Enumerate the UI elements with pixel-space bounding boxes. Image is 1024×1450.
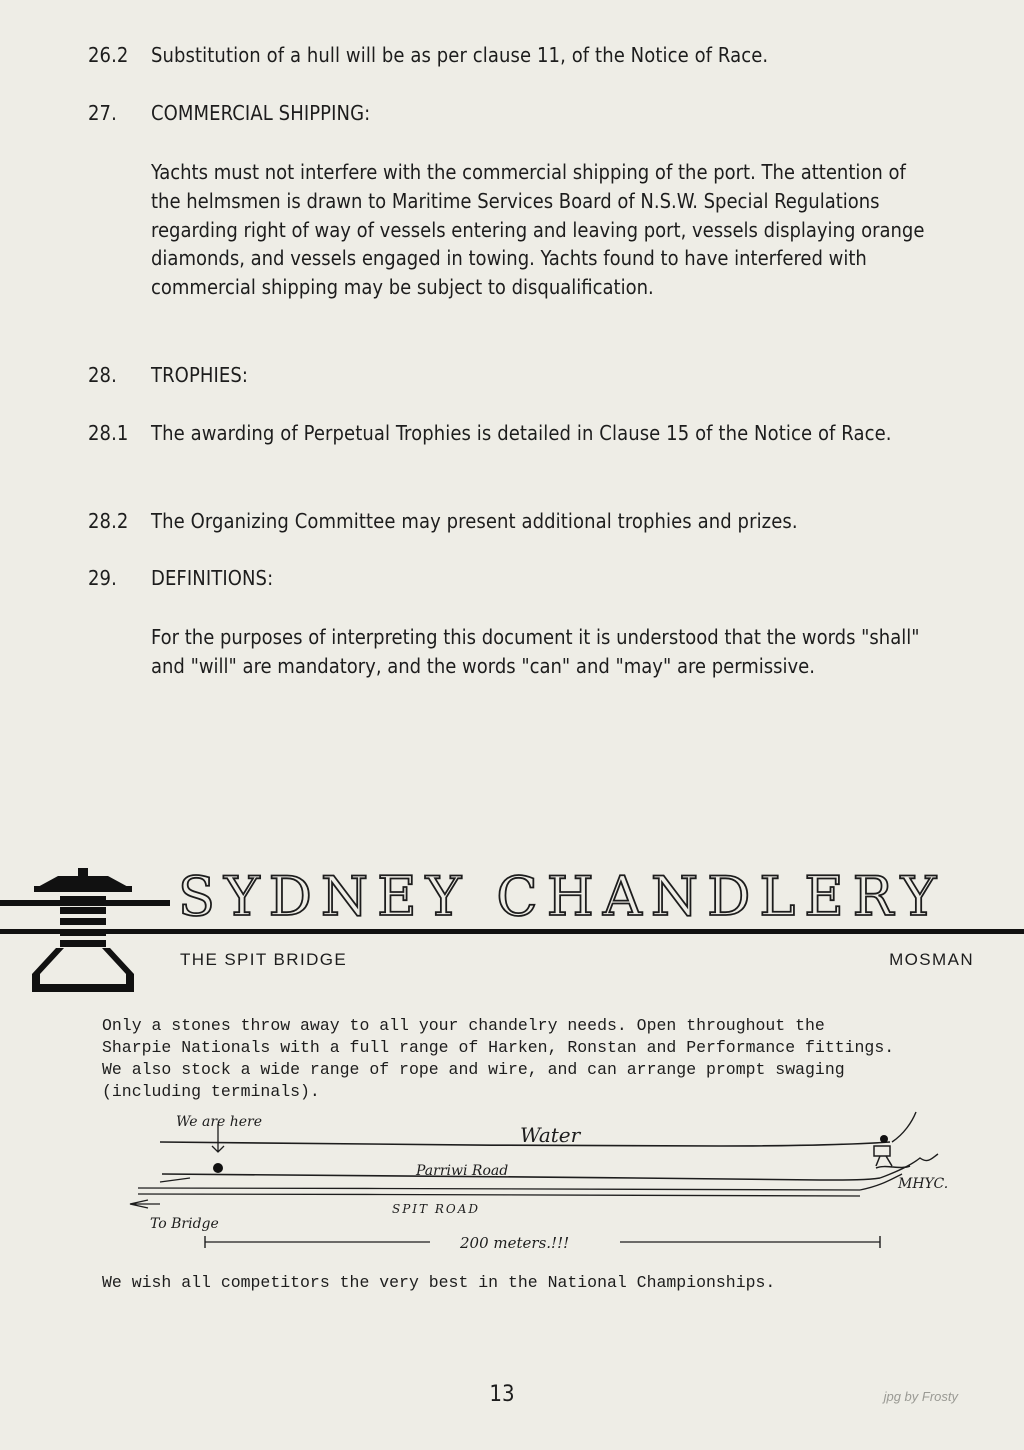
commercial-shipping-paragraph: Yachts must not interfere with the commercial shipping of the port. The attention of the helmsmen is drawn to Maritime Services Board of N.S.W. Special Regulations regarding right of way of vessels entering and leaving port, vessels displaying orange diamonds, and vessels engaged in towing. Yachts found to have interfered with commercial shipping may be subject to disqualification. [151,160,925,300]
clause-number: 26.2 [88,43,129,67]
section-heading: TROPHIES: [151,363,249,387]
clause-number: 28.2 [88,509,129,533]
clause-number: 29. [88,566,117,590]
map-spit-road: SPIT ROAD [392,1202,481,1216]
ad-location-right: MOSMAN [889,950,974,969]
clause-text: The Organizing Committee may present additional trophies and prizes. [151,509,798,533]
page-number: 13 [489,1382,515,1407]
clause-number: 28. [88,363,117,387]
section-heading: COMMERCIAL SHIPPING: [151,101,371,125]
scan-credit: jpg by Frosty [883,1389,958,1404]
ad-brand-name: SYDNEY CHANDLERY [178,865,946,928]
map-mhyc-label: MHYC. [898,1176,949,1192]
ad-copy: Only a stones throw away to all your chandelry needs. Open throughout the Sharpie Nationals with a full range of Harken, Ronstan and Performance fittings. We also stock a wide range of rope and wire, and can arrange prompt swaging (including terminals). [102,1016,895,1101]
map-we-are-here: We are here [176,1114,263,1130]
location-map [120,1108,980,1258]
definitions-paragraph: For the purposes of interpreting this document it is understood that the words "shall" and "will" are mandatory, and the words "can" and "may" are permissive. [151,625,920,678]
ad-location-left: THE SPIT BRIDGE [180,950,348,969]
map-water-label: Water [520,1123,581,1147]
map-parriwi-road: Parriwi Road [416,1163,509,1179]
bollard-logo-icon [28,866,138,998]
clause-number: 27. [88,101,117,125]
clause-text: Substitution of a hull will be as per clause 11, of the Notice of Race. [151,43,769,67]
clause-text: The awarding of Perpetual Trophies is detailed in Clause 15 of the Notice of Race. [151,421,892,445]
map-distance-label: 200 meters.!!! [460,1234,570,1252]
clause-number: 28.1 [88,421,129,445]
section-heading: DEFINITIONS: [151,566,274,590]
ad-footer-message: We wish all competitors the very best in the National Championships. [102,1273,776,1292]
map-to-bridge: To Bridge [150,1216,219,1232]
